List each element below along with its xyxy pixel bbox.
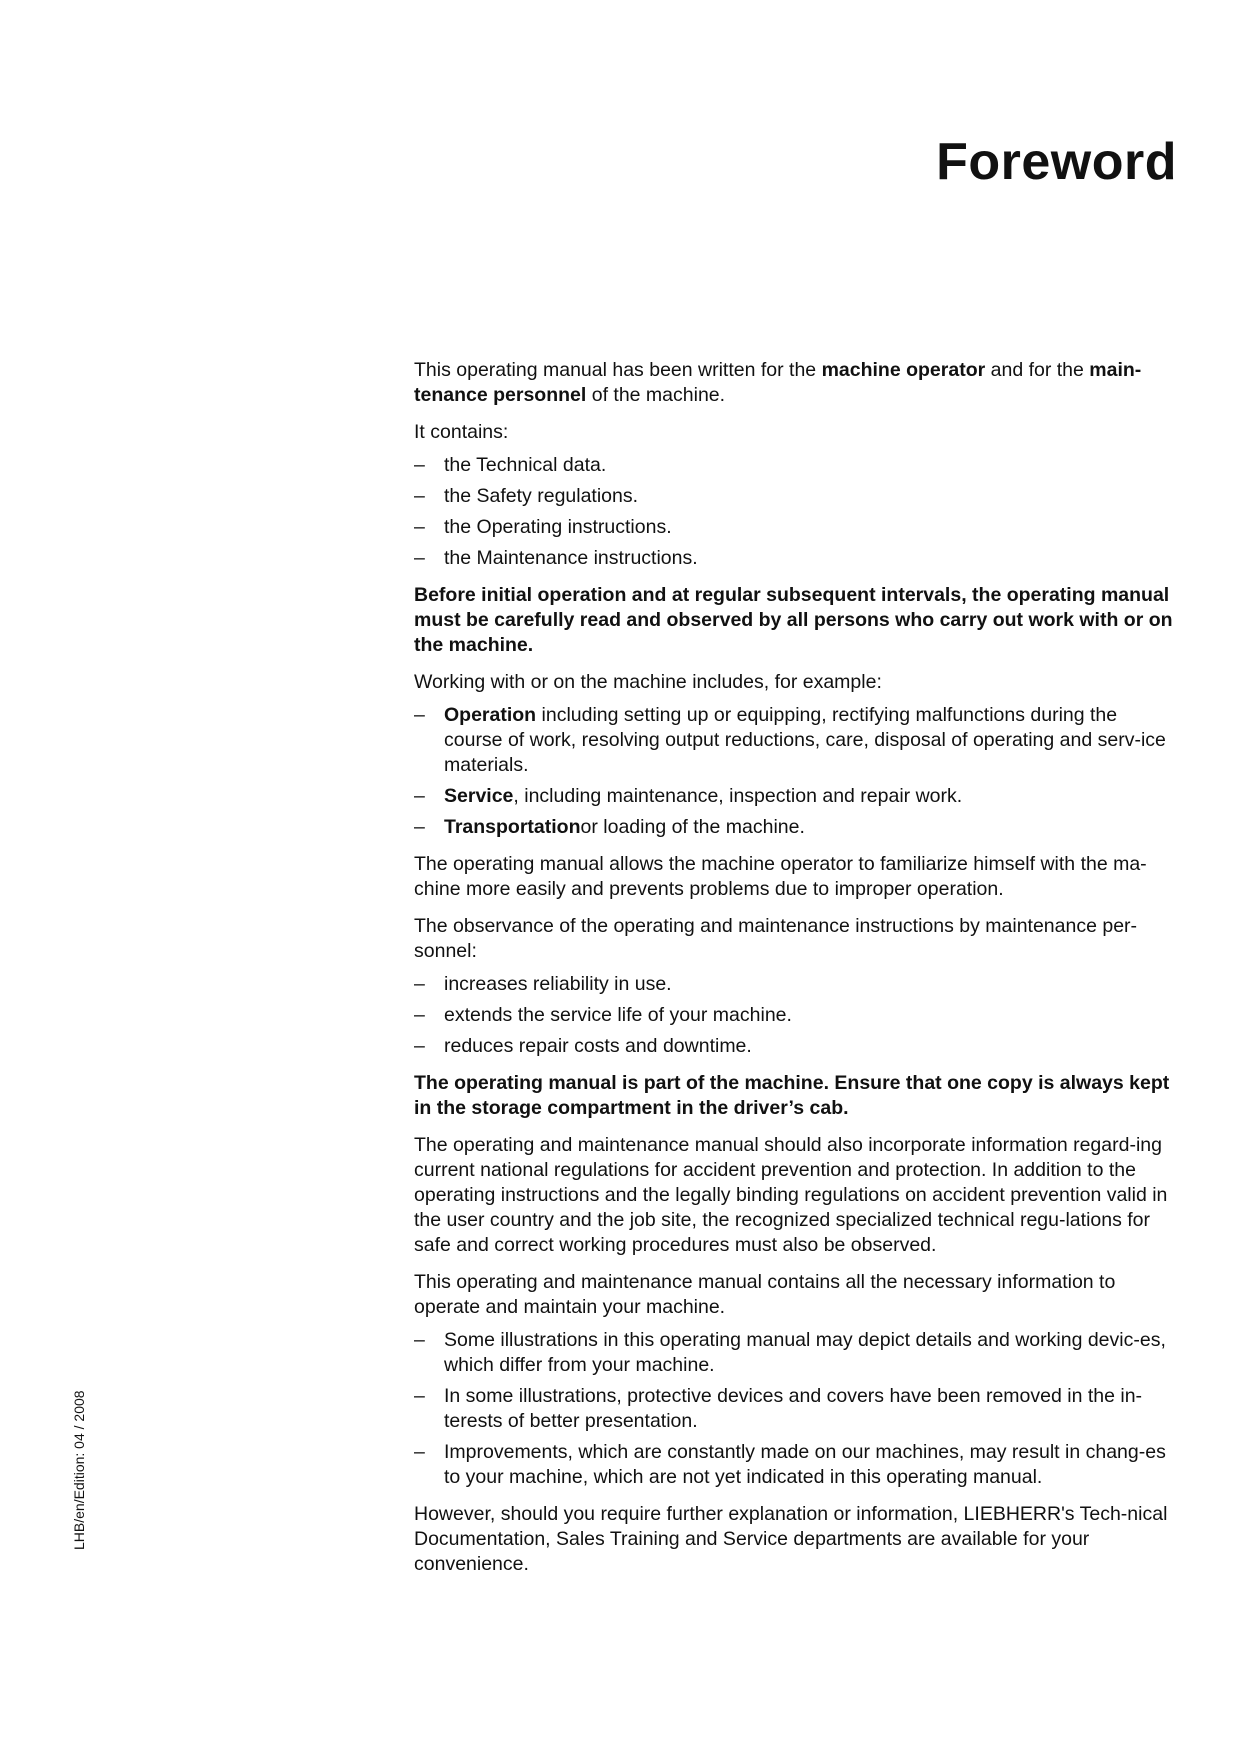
maintenance-personnel-bold: main-tenance personnel [414,359,1142,406]
transportation-text: or loading of the machine. [580,816,805,838]
familiarize-paragraph: The operating manual allows the machine operator to familiarize himself with the ma-chine more easily and prevents problems due to improper operation. [414,853,1147,900]
working-intro: Working with or on the machine includes, for example: [414,671,882,693]
closing-paragraph: However, should you require further explanation or information, LIEBHERR's Tech-nical Documentation, Sales Training and Service departments are available for your convenience. [414,1503,1168,1575]
list-item: – the Technical data. [414,453,1180,478]
operation-text: including setting up or equipping, rectifying malfunctions during the course of work, resolving output reductions, care, disposal of operating and serv-ice materials. [444,704,1166,776]
regulations-paragraph: The operating and maintenance manual should also incorporate information regard-ing current national regulations for accident prevention and protection. In addition to the operating instructions and the legally binding regulations on accident prevention valid in the user country and the job site, the recognized specialized technical regu-lations for safe and correct working procedures must also be observed. [414,1134,1168,1256]
service-bold: Service [444,785,514,807]
intro-paragraph [414,358,1180,408]
intro-text-1: This operating manual has been written for the [414,359,822,381]
machine-operator-bold: machine operator [821,359,986,381]
intro-text-2: and for the [985,359,1090,381]
transportation-bold: Transportation [444,816,581,838]
service-text: , including maintenance, inspection and repair work. [513,785,963,807]
edition-label: LHB/en/Edition: 04 / 2008 [71,1390,87,1550]
contains-list [414,453,1180,571]
list-item: – Some illustrations in this operating manual may depict details and working devic-es, which differ from your machine. [414,1328,1180,1378]
list-item [414,784,1180,809]
list-item: – reduces repair costs and downtime. [414,1034,1180,1059]
foreword-body [414,358,1180,1589]
list-item: – the Maintenance instructions. [414,546,1180,571]
illustration-list [414,1328,1180,1490]
list-item [414,703,1180,778]
list-item: – the Operating instructions. [414,515,1180,540]
bold-note-read-manual: Before initial operation and at regular subsequent intervals, the operating manual must be carefully read and observed by all persons who carry out work with or on the machine. [414,584,1173,656]
contains-intro: It contains: [414,421,509,443]
list-item: – In some illustrations, protective devices and covers have been removed in the in-terests of better presentation. [414,1384,1180,1434]
list-item: – increases reliability in use. [414,972,1180,997]
working-list [414,703,1180,840]
observance-paragraph: The observance of the operating and maintenance instructions by maintenance per-sonnel: [414,915,1138,962]
intro-text-3: of the machine. [586,384,726,406]
contains-all-paragraph: This operating and maintenance manual contains all the necessary information to operate and maintain your machine. [414,1271,1116,1318]
list-item: – Improvements, which are constantly made on our machines, may result in chang-es to your machine, which are not yet indicated in this operating manual. [414,1440,1180,1490]
operation-bold: Operation [444,704,537,726]
list-item: – the Safety regulations. [414,484,1180,509]
list-item: – extends the service life of your machine. [414,1003,1180,1028]
bold-note-storage: The operating manual is part of the machine. Ensure that one copy is always kept in the storage compartment in the driver’s cab. [414,1072,1170,1119]
page-title: Foreword [936,133,1177,191]
observance-list [414,972,1180,1059]
list-item [414,815,1180,840]
